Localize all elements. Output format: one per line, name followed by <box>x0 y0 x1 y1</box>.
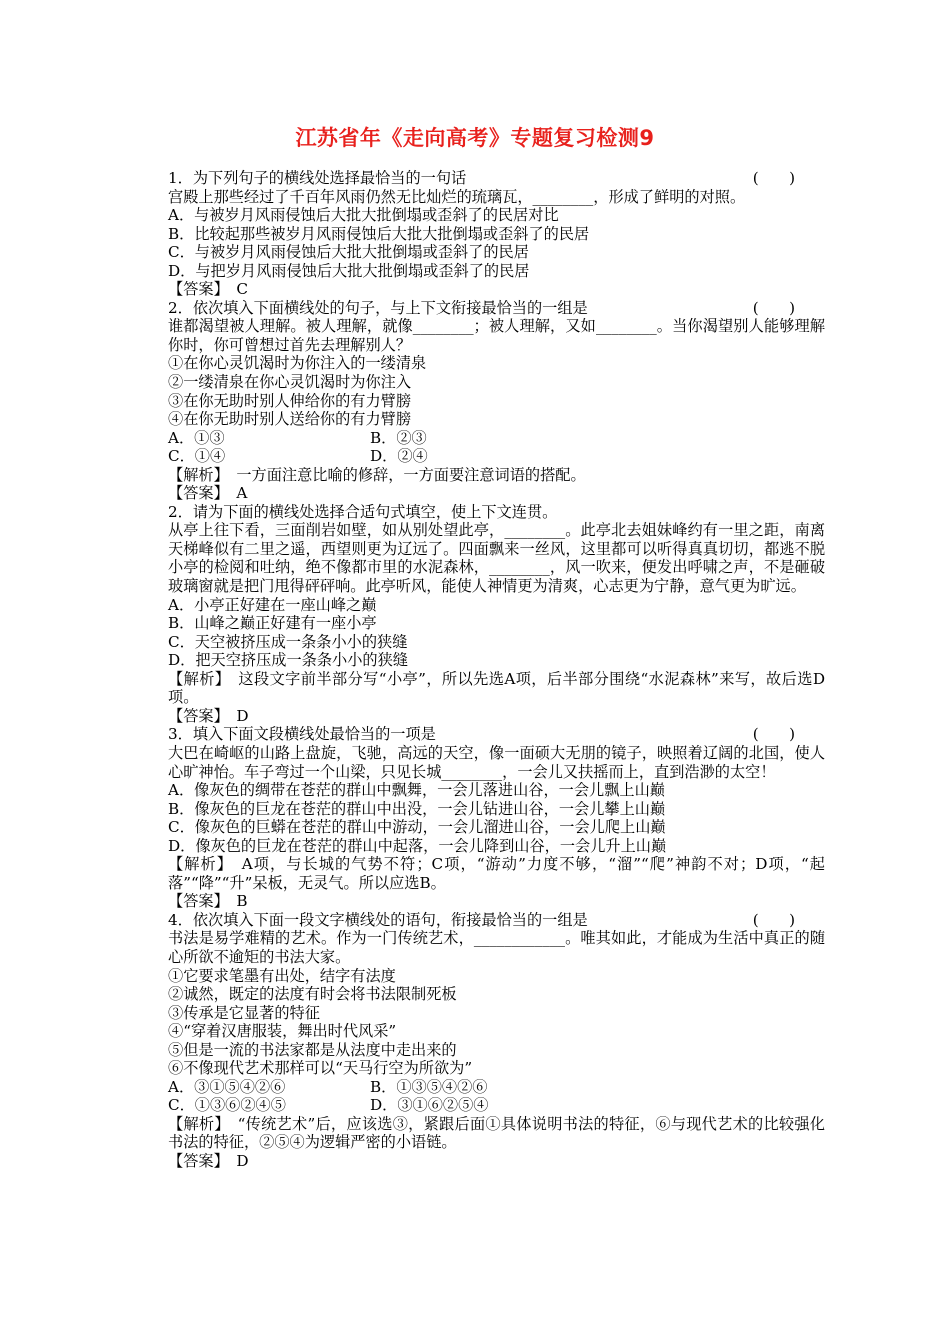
question-2a-item-4: ④在你无助时别人送给你的有力臂膀 <box>168 410 411 429</box>
question-4-option-c: C．①③⑥②④⑤ <box>168 1096 286 1115</box>
question-2a-item-2: ②一缕清泉在你心灵饥渴时为你注入 <box>168 373 411 392</box>
question-2a-option-a: A．①③ <box>168 428 225 447</box>
question-4-stem <box>137 911 825 930</box>
question-1-option-c: C．与被岁月风雨侵蚀后大批大批倒塌或歪斜了的民居 <box>168 243 529 262</box>
question-2a-option-b: B．②③ <box>370 428 427 447</box>
question-2a-text: 2．依次填入下面横线处的句子，与上下文衔接最恰当的一组是 <box>168 298 588 317</box>
question-3-option-a: A．像灰色的绸带在苍茫的群山中飘舞，一会儿落进山谷，一会儿飘上山巅 <box>168 781 665 800</box>
question-1-answer-blank: ( ) <box>752 169 795 187</box>
question-2b-option-b: B．山峰之巅正好建有一座小亭 <box>168 614 377 633</box>
question-4-item-1: ①它要求笔墨有出处，结字有法度 <box>168 966 396 985</box>
question-1-sentence: 宫殿上那些经过了千百年风雨仍然无比灿烂的琉璃瓦，________，形成了鲜明的对照。 <box>168 187 746 206</box>
question-4-item-2: ②诚然，既定的法度有时会将书法限制死板 <box>168 985 457 1004</box>
question-2b-stem: 2．请为下面的横线处选择合适句式填空，使上下文连贯。 <box>168 502 558 521</box>
question-4-item-4: ④“穿着汉唐服装，舞出时代风采” <box>168 1022 397 1041</box>
question-4-analysis: 【解析】 “传统艺术”后，应该选③，紧跟后面①具体说明书法的特征，⑥与现代艺术的比较强化书法的特征，②⑤④为逻辑严密的小语链。 <box>168 1114 825 1152</box>
question-2a-answer: 【答案】 A <box>168 484 248 503</box>
question-2a-item-3: ③在你无助时别人伸给你的有力臂膀 <box>168 391 411 410</box>
question-1-option-d: D．与把岁月风雨侵蚀后大批大批倒塌或歪斜了的民居 <box>168 261 530 280</box>
question-2a-passage: 谁都渴望被人理解。被人理解，就像________；被人理解，又如________。当你渴望别人能够理解你时，你可曾想过首先去理解别人？ <box>168 317 825 354</box>
question-4-answer-blank: ( ) <box>752 910 795 929</box>
question-2b-passage: 从亭上往下看，三面削岩如壁，如从别处望此亭，________。此亭北去姐妹峰约有一里之距，南离天梯峰似有二里之遥，西望则更为辽远了。四面飘来一丝风，这里都可以听得真真切切，都逃不脱小亭的检阅和吐纳，绝不像都市里的水泥森林，________，风一吹来，便发出呼啸之声，不是砸破玻璃窗就是把门甩得砰砰响。此亭听风，能使人神情更为清爽，心志更为宁静，意气更为旷远。 <box>168 521 825 596</box>
question-4-item-6: ⑥不像现代艺术那样可以“天马行空为所欲为” <box>168 1059 473 1078</box>
question-2a-answer-blank: ( ) <box>752 298 795 317</box>
question-3-answer-blank: ( ) <box>752 725 795 744</box>
question-3-option-b: B．像灰色的巨龙在苍茫的群山中出没，一会儿钻进山谷，一会儿攀上山巅 <box>168 799 666 818</box>
document-body <box>137 169 825 1171</box>
question-4-options-row-2 <box>137 1096 825 1115</box>
question-3-text: 3．填入下面文段横线处最恰当的一项是 <box>168 725 436 744</box>
question-3-option-d: D．像灰色的巨龙在苍茫的群山中起落，一会儿降到山谷，一会儿升上山巅 <box>168 836 667 855</box>
question-4-text: 4．依次填入下面一段文字横线处的语句，衔接最恰当的一组是 <box>168 910 588 929</box>
question-2a-analysis: 【解析】 一方面注意比喻的修辞，一方面要注意词语的搭配。 <box>168 465 586 484</box>
question-3-answer: 【答案】 B <box>168 892 248 911</box>
question-2a-option-c: C．①④ <box>168 447 226 466</box>
question-3-stem <box>137 725 825 744</box>
page-title: 江苏省年《走向高考》专题复习检测9 <box>295 126 655 150</box>
question-4-options-row-1 <box>137 1078 825 1097</box>
question-4-item-3: ③传承是它显著的特征 <box>168 1003 320 1022</box>
question-4-option-b: B．①③⑤④②⑥ <box>370 1077 488 1096</box>
question-3-analysis: 【解析】 A项，与长城的气势不符；C项，“游动”力度不够，“溜”“爬”神韵不对；D项，“起落”“降”“升”呆板，无灵气。所以应选B。 <box>168 855 825 892</box>
question-4-option-d: D．③①⑥②⑤④ <box>370 1096 489 1115</box>
question-1-option-a: A．与被岁月风雨侵蚀后大批大批倒塌或歪斜了的民居对比 <box>168 206 559 225</box>
question-2a-options-row-2 <box>137 447 825 466</box>
question-2a-option-d: D．②④ <box>370 447 428 466</box>
question-2a-stem <box>137 299 825 318</box>
question-2b-analysis: 【解析】 这段文字前半部分写“小亭”，所以先选A项，后半部分围绕“水泥森林”来写，故后选D项。 <box>168 669 825 707</box>
question-4-item-5: ⑤但是一流的书法家都是从法度中走出来的 <box>168 1040 457 1059</box>
question-3-passage: 大巴在崎岖的山路上盘旋，飞驰，高远的天空，像一面硕大无朋的镜子，映照着辽阔的北国，使人心旷神怡。车子弯过一个山梁，只见长城________，一会儿又扶摇而上，直到浩渺的太空！ <box>168 743 825 781</box>
question-4-passage: 书法是易学难精的艺术。作为一门传统艺术，____________。唯其如此，才能成为生活中真正的随心所欲不逾矩的书法大家。 <box>168 929 825 966</box>
question-4-option-a: A．③①⑤④②⑥ <box>168 1077 286 1096</box>
question-2a-options-row-1 <box>137 429 825 448</box>
question-4-answer: 【答案】 D <box>168 1151 249 1170</box>
question-2b-option-c: C．天空被挤压成一条条小小的狭缝 <box>168 632 408 651</box>
question-2b-answer: 【答案】 D <box>168 706 249 725</box>
question-2b-option-a: A．小亭正好建在一座山峰之巅 <box>168 595 377 614</box>
question-1-answer: 【答案】 C <box>168 280 248 299</box>
question-1-option-b: B．比较起那些被岁月风雨侵蚀后大批大批倒塌或歪斜了的民居 <box>168 224 590 243</box>
question-2b-option-d: D．把天空挤压成一条条小小的狭缝 <box>168 651 408 670</box>
question-1-stem <box>137 169 825 188</box>
question-1-text: 1．为下列句子的横线处选择最恰当的一句话 <box>168 169 467 187</box>
question-3-option-c: C．像灰色的巨蟒在苍茫的群山中游动，一会儿溜进山谷，一会儿爬上山巅 <box>168 818 666 837</box>
question-2a-item-1: ①在你心灵饥渴时为你注入的一缕清泉 <box>168 354 427 373</box>
